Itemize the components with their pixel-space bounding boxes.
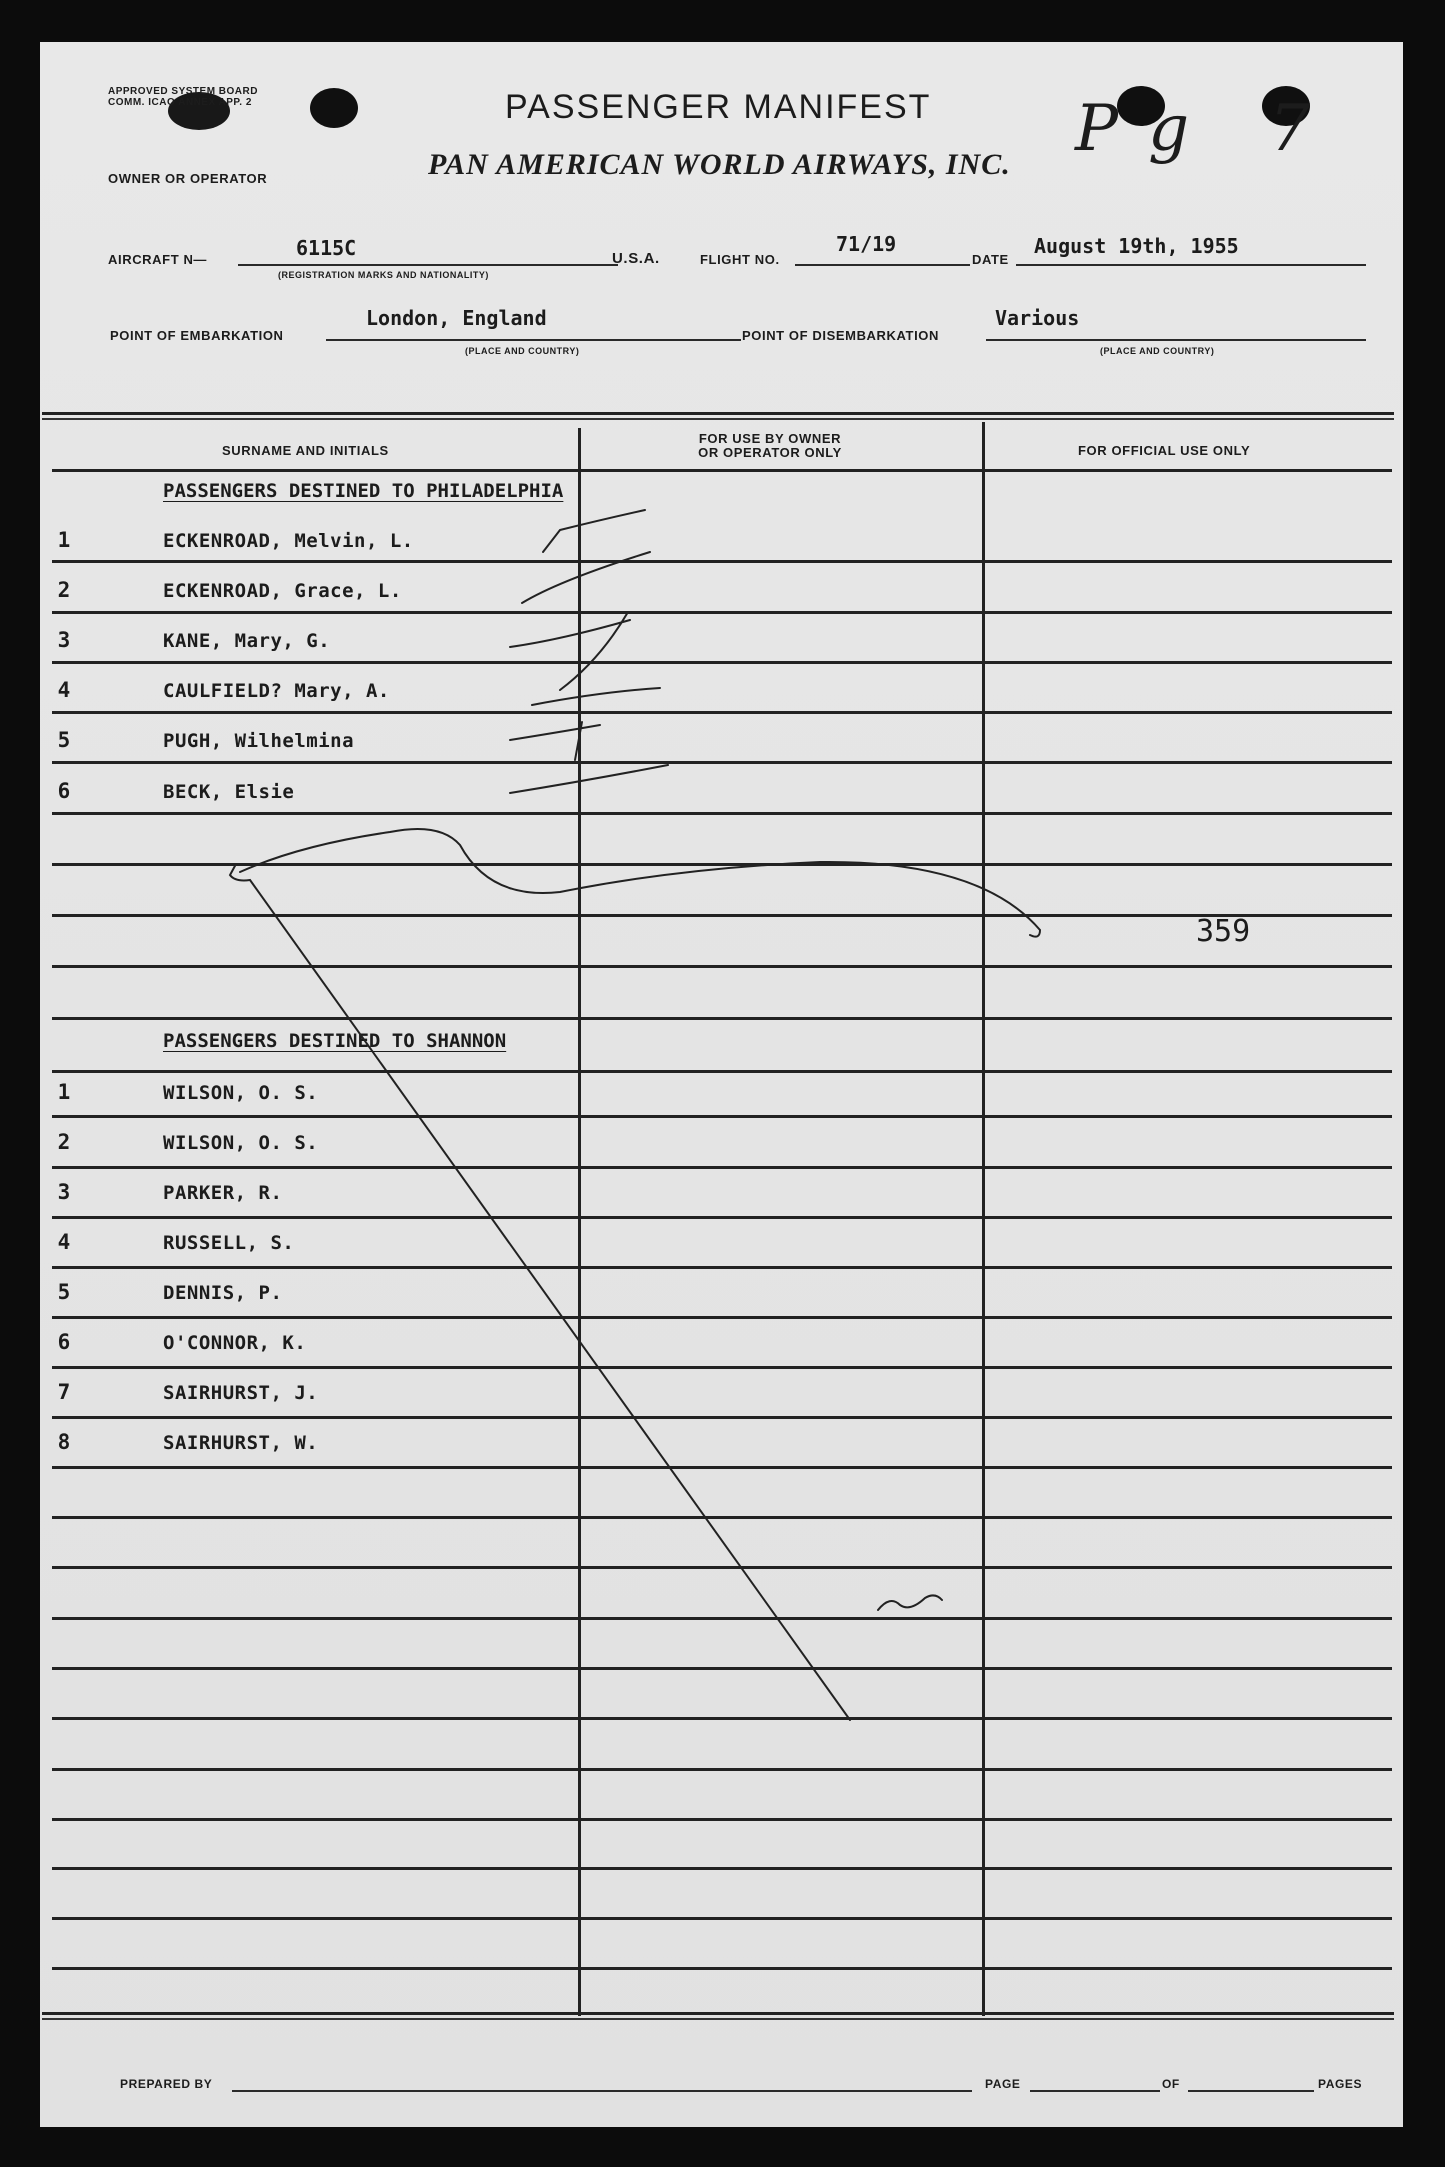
disembarkation-label: POINT OF DISEMBARKATION: [742, 328, 939, 343]
passenger-name: RUSSELL, S.: [163, 1232, 295, 1254]
passenger-name: ECKENROAD, Melvin, L.: [163, 530, 414, 552]
passenger-name: CAULFIELD? Mary, A.: [163, 680, 390, 702]
tick-mark: [510, 612, 630, 690]
row-number: 5: [57, 728, 71, 752]
row-number: 4: [57, 678, 71, 702]
col-surname: SURNAME AND INITIALS: [222, 443, 389, 458]
row-number: 6: [57, 779, 71, 803]
prepared-by-label: PREPARED BY: [120, 2077, 213, 2091]
of-label: OF: [1162, 2077, 1180, 2091]
strike-diagonal: [230, 864, 850, 1720]
row-number: 7: [57, 1380, 71, 1404]
flight-label: FLIGHT NO.: [700, 252, 780, 267]
embarkation-value: London, England: [366, 306, 547, 330]
carrier-name: PAN AMERICAN WORLD AIRWAYS, INC.: [428, 148, 1011, 181]
row-number: 3: [57, 1180, 71, 1204]
col-owner: FOR USE BY OWNER OR OPERATOR ONLY: [698, 431, 842, 460]
passenger-name: KANE, Mary, G.: [163, 630, 331, 652]
approval-stamp: APPROVED SYSTEM BOARD COMM. ICAO ANNEX APP. 2: [108, 86, 258, 108]
passenger-name: O'CONNOR, K.: [163, 1332, 307, 1354]
tick-mark: [510, 722, 600, 760]
strike-curve: [240, 829, 1040, 937]
flight-value: 71/19: [836, 232, 897, 256]
date-value: August 19th, 1955: [1034, 234, 1239, 258]
row-number: 8: [57, 1430, 71, 1454]
passenger-name: DENNIS, P.: [163, 1282, 283, 1304]
date-label: DATE: [972, 252, 1009, 267]
page-note: Pg 7: [1075, 92, 1341, 166]
official-note: 359: [1196, 914, 1251, 949]
tick-mark: [510, 765, 668, 793]
row-number: 2: [57, 1130, 71, 1154]
section-heading-philadelphia: PASSENGERS DESTINED TO PHILADELPHIA: [163, 480, 564, 502]
row-number: 1: [57, 528, 71, 552]
row-number: 6: [57, 1330, 71, 1354]
tick-mark: [522, 552, 650, 603]
passenger-name: BECK, Elsie: [163, 781, 295, 803]
row-number: 1: [57, 1080, 71, 1104]
passenger-name: WILSON, O. S.: [163, 1082, 319, 1104]
embarkation-sub: (PLACE AND COUNTRY): [465, 346, 580, 356]
passenger-name: SAIRHURST, W.: [163, 1432, 319, 1454]
pages-label: PAGES: [1318, 2077, 1363, 2091]
tick-mark: [532, 688, 660, 705]
aircraft-sub: (REGISTRATION MARKS AND NATIONALITY): [278, 270, 489, 280]
nationality: U.S.A.: [612, 250, 660, 267]
row-number: 2: [57, 578, 71, 602]
tick-mark: [543, 510, 645, 552]
page-label: PAGE: [985, 2077, 1021, 2091]
owner-label: OWNER OR OPERATOR: [108, 171, 268, 186]
embarkation-label: POINT OF EMBARKATION: [110, 328, 284, 343]
section-heading-shannon: PASSENGERS DESTINED TO SHANNON: [163, 1030, 507, 1052]
disembarkation-sub: (PLACE AND COUNTRY): [1100, 346, 1215, 356]
aircraft-value: 6115C: [296, 236, 357, 260]
squiggle: [878, 1595, 942, 1610]
disembarkation-value: Various: [995, 306, 1080, 330]
passenger-name: ECKENROAD, Grace, L.: [163, 580, 402, 602]
aircraft-label: AIRCRAFT N—: [108, 252, 208, 267]
row-number: 5: [57, 1280, 71, 1304]
row-number: 4: [57, 1230, 71, 1254]
row-number: 3: [57, 628, 71, 652]
passenger-name: WILSON, O. S.: [163, 1132, 319, 1154]
passenger-name: SAIRHURST, J.: [163, 1382, 319, 1404]
passenger-name: PARKER, R.: [163, 1182, 283, 1204]
page-title: PASSENGER MANIFEST: [505, 88, 932, 126]
passenger-name: PUGH, Wilhelmina: [163, 730, 355, 752]
col-official: FOR OFFICIAL USE ONLY: [1078, 443, 1251, 458]
